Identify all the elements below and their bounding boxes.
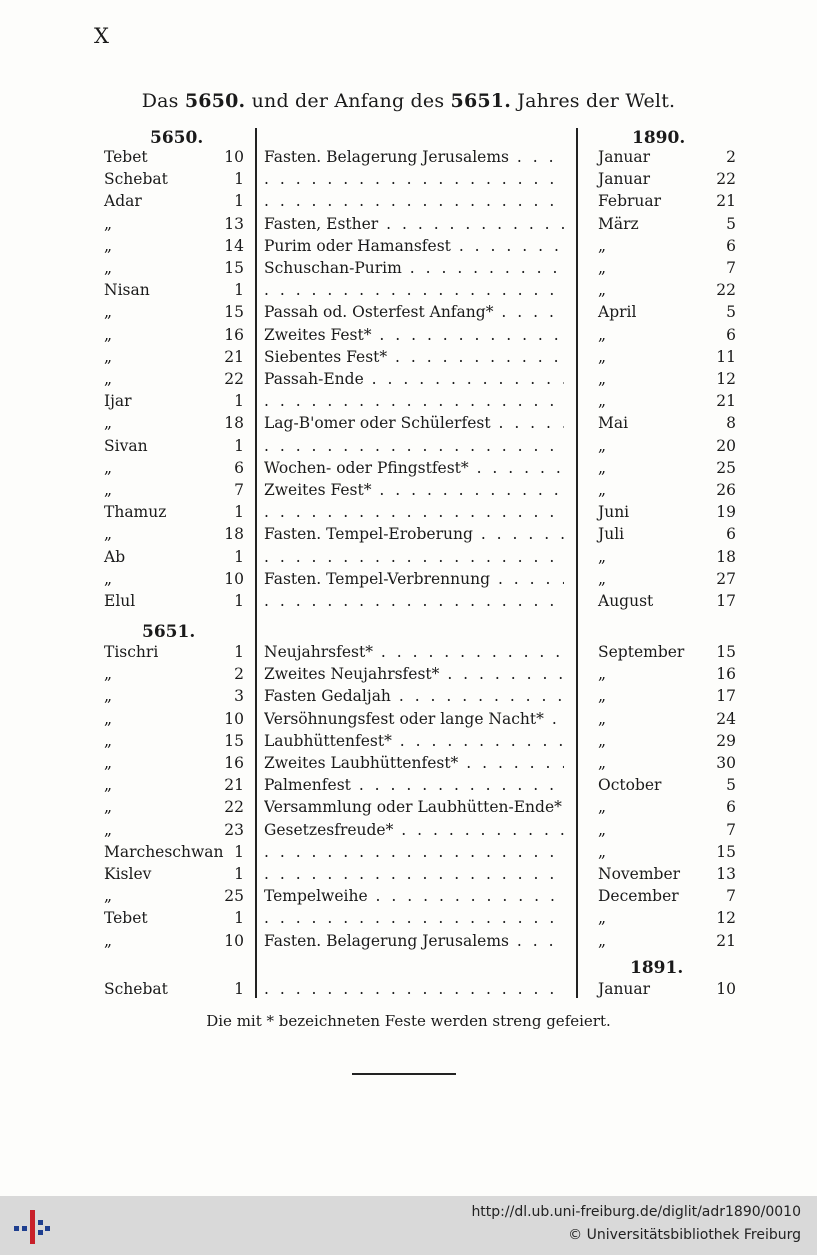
event-name: Tempelweihe . . .	[264, 887, 564, 905]
event-name	[264, 437, 564, 455]
jewish-month: Ijar	[104, 392, 132, 411]
gregorian-day: 7	[726, 259, 736, 277]
gregorian-month: Juli	[598, 525, 625, 544]
page-title	[0, 90, 817, 112]
table-row	[0, 570, 817, 592]
gregorian-day: 11	[716, 347, 736, 366]
jewish-day: 1	[234, 281, 244, 300]
jewish-month: Thamuz	[104, 503, 167, 522]
gregorian-day: 5	[726, 214, 736, 233]
gregorian-day: 27	[716, 569, 736, 588]
jewish-day: 21	[224, 776, 244, 795]
table-row	[0, 303, 817, 325]
gregorian-month: „	[598, 370, 607, 388]
gregorian-day: 25	[716, 458, 736, 477]
event-name: Fasten. Tempel-Eroberung . . .	[264, 525, 564, 543]
table-row	[0, 481, 817, 503]
jewish-day: 16	[224, 325, 244, 344]
gregorian-day: 17	[716, 687, 736, 706]
title-part-5: Jahres der Welt.	[511, 90, 676, 112]
table-row	[0, 148, 817, 170]
jewish-month: Tebet	[104, 148, 148, 166]
jewish-day: 1	[234, 592, 244, 610]
event-name	[264, 843, 564, 861]
event-name	[264, 192, 564, 210]
jewish-day: 23	[224, 820, 244, 839]
jewish-month: „	[104, 687, 113, 706]
gregorian-day: 12	[716, 370, 736, 388]
gregorian-month: Februar	[598, 192, 662, 211]
table-row	[0, 192, 817, 214]
jewish-day: 1	[234, 503, 244, 522]
gregorian-day: 6	[726, 325, 736, 344]
gregorian-month: September	[598, 643, 685, 661]
event-name	[264, 503, 564, 521]
gregorian-day: 16	[716, 665, 736, 684]
gregorian-month: „	[598, 547, 607, 566]
copyright-text: © Universitätsbibliothek Freiburg	[568, 1227, 801, 1243]
table-row	[0, 348, 817, 370]
event-name	[264, 865, 564, 883]
table-row	[0, 909, 817, 931]
footnote: Die mit * bezeichneten Feste werden streng gefeiert.	[206, 1012, 611, 1030]
jewish-day: 10	[224, 569, 244, 588]
library-logo-icon	[14, 1206, 50, 1246]
table-row	[0, 776, 817, 798]
jewish-month: „	[104, 481, 113, 499]
gregorian-month: „	[598, 665, 607, 684]
jewish-month: Sivan	[104, 436, 148, 455]
jewish-day: 1	[234, 865, 244, 883]
gregorian-month: „	[598, 259, 607, 277]
jewish-month: Kislev	[104, 865, 152, 883]
table-row	[0, 980, 817, 1002]
jewish-day: 10	[224, 709, 244, 728]
jewish-day: 18	[224, 525, 244, 544]
gregorian-day: 15	[716, 842, 736, 861]
event-name: Schuschan-Purim . . .	[264, 259, 564, 277]
gregorian-month: „	[598, 236, 607, 255]
jewish-day: 21	[224, 347, 244, 366]
event-name: Fasten. Tempel-Verbrennung . . .	[264, 570, 564, 588]
table-row	[0, 710, 817, 732]
gregorian-month: „	[598, 909, 607, 928]
gregorian-month: „	[598, 569, 607, 588]
gregorian-day: 7	[726, 887, 736, 906]
event-name	[264, 281, 564, 299]
jewish-day: 10	[224, 148, 244, 166]
gregorian-month: April	[598, 303, 637, 322]
table-row	[0, 754, 817, 776]
jewish-month: Ab	[104, 547, 126, 566]
jewish-month: „	[104, 414, 113, 433]
table-row	[0, 326, 817, 348]
jewish-day: 1	[234, 170, 244, 189]
table-row	[0, 865, 817, 887]
event-name	[264, 980, 564, 998]
gregorian-month: November	[598, 865, 681, 883]
jewish-month: „	[104, 347, 113, 366]
jewish-year-heading-5650: 5650.	[150, 128, 204, 148]
event-name	[264, 170, 564, 188]
jewish-day: 22	[224, 370, 244, 388]
jewish-day: 1	[234, 909, 244, 928]
jewish-day: 1	[234, 392, 244, 411]
jewish-day: 7	[234, 481, 244, 499]
table-row	[0, 843, 817, 865]
event-name: Zweites Fest* . . .	[264, 481, 564, 499]
jewish-day: 22	[224, 798, 244, 817]
gregorian-day: 10	[716, 980, 736, 998]
jewish-month: „	[104, 820, 113, 839]
gregorian-day: 8	[726, 414, 736, 433]
event-name: Fasten, Esther . . .	[264, 215, 564, 233]
jewish-month: Tischri	[104, 643, 159, 661]
gregorian-month: December	[598, 887, 679, 906]
gregorian-month: Juni	[598, 503, 630, 522]
gregorian-day: 6	[726, 798, 736, 817]
gregorian-day: 30	[716, 754, 736, 772]
jewish-month: „	[104, 709, 113, 728]
event-name: Zweites Neujahrsfest* . . .	[264, 665, 564, 683]
gregorian-month: „	[598, 931, 607, 950]
gregorian-day: 26	[716, 481, 736, 499]
event-name: Zweites Fest* . . .	[264, 326, 564, 344]
table-row	[0, 215, 817, 237]
jewish-month: Adar	[104, 192, 142, 211]
gregorian-month: August	[598, 592, 654, 610]
jewish-month: „	[104, 887, 113, 906]
jewish-day: 1	[234, 980, 244, 998]
gregorian-month: „	[598, 687, 607, 706]
jewish-month: „	[104, 754, 113, 772]
jewish-month: „	[104, 214, 113, 233]
event-name: Passah od. Osterfest Anfang* . . .	[264, 303, 564, 321]
event-name	[264, 548, 564, 566]
gregorian-day: 13	[716, 865, 736, 883]
gregorian-month: „	[598, 325, 607, 344]
gregorian-day: 2	[726, 148, 736, 166]
table-row	[0, 392, 817, 414]
table-row	[0, 687, 817, 709]
jewish-day: 1	[234, 436, 244, 455]
event-name: Versammlung oder Laubhütten-Ende* . . .	[264, 798, 564, 816]
jewish-month: „	[104, 525, 113, 544]
title-year-5650: 5650.	[184, 90, 246, 112]
table-row	[0, 548, 817, 570]
table-row	[0, 821, 817, 843]
gregorian-month: „	[598, 281, 607, 300]
jewish-day: 16	[224, 754, 244, 772]
table-row	[0, 281, 817, 303]
jewish-month: Schebat	[104, 170, 168, 189]
permalink-url[interactable]: http://dl.ub.uni-freiburg.de/diglit/adr1890/0010	[471, 1204, 801, 1220]
event-name	[264, 909, 564, 927]
gregorian-year-heading-1891: 1891.	[630, 958, 684, 978]
event-name: Siebentes Fest* . . .	[264, 348, 564, 366]
jewish-month: Marcheschwan	[104, 842, 224, 861]
jewish-month: „	[104, 458, 113, 477]
event-name: Purim oder Hamansfest . . .	[264, 237, 564, 255]
jewish-day: 3	[234, 687, 244, 706]
jewish-day: 13	[224, 214, 244, 233]
jewish-day: 14	[224, 236, 244, 255]
jewish-month: Elul	[104, 592, 136, 610]
gregorian-month: „	[598, 436, 607, 455]
gregorian-day: 22	[716, 170, 736, 189]
gregorian-day: 5	[726, 303, 736, 322]
jewish-month: „	[104, 776, 113, 795]
gregorian-day: 22	[716, 281, 736, 300]
table-row	[0, 237, 817, 259]
event-name: Palmenfest . . .	[264, 776, 564, 794]
gregorian-month: Januar	[598, 980, 651, 998]
jewish-day: 15	[224, 731, 244, 750]
table-row	[0, 437, 817, 459]
gregorian-day: 12	[716, 909, 736, 928]
title-part-3: und der Anfang des	[245, 90, 451, 112]
event-name: Fasten. Belagerung Jerusalems . . .	[264, 148, 564, 166]
gregorian-day: 7	[726, 820, 736, 839]
table-row	[0, 459, 817, 481]
event-name: Zweites Laubhüttenfest* . . .	[264, 754, 564, 772]
gregorian-month: „	[598, 754, 607, 772]
jewish-month: „	[104, 303, 113, 322]
event-name: Laubhüttenfest* . . .	[264, 732, 564, 750]
jewish-month: „	[104, 370, 113, 388]
event-name	[264, 392, 564, 410]
jewish-day: 18	[224, 414, 244, 433]
gregorian-day: 5	[726, 776, 736, 795]
closing-rule	[352, 1073, 456, 1075]
jewish-day: 15	[224, 303, 244, 322]
gregorian-day: 29	[716, 731, 736, 750]
gregorian-day: 6	[726, 525, 736, 544]
gregorian-day: 18	[716, 547, 736, 566]
gregorian-month: „	[598, 842, 607, 861]
jewish-day: 10	[224, 931, 244, 950]
event-name: Neujahrsfest* . . .	[264, 643, 564, 661]
table-row	[0, 732, 817, 754]
jewish-month: „	[104, 931, 113, 950]
event-name: Fasten. Belagerung Jerusalems . . .	[264, 932, 564, 950]
gregorian-day: 21	[716, 931, 736, 950]
gregorian-month: „	[598, 347, 607, 366]
gregorian-month: März	[598, 214, 639, 233]
table-row	[0, 170, 817, 192]
gregorian-month: „	[598, 458, 607, 477]
gregorian-month: Januar	[598, 170, 651, 189]
gregorian-month: „	[598, 731, 607, 750]
table-row	[0, 414, 817, 436]
jewish-month: „	[104, 798, 113, 817]
event-name: Wochen- oder Pfingstfest* . . .	[264, 459, 564, 477]
gregorian-day: 20	[716, 436, 736, 455]
page-number: X	[94, 24, 109, 48]
event-name: Passah-Ende . . .	[264, 370, 564, 388]
gregorian-day: 6	[726, 236, 736, 255]
gregorian-month: Mai	[598, 414, 629, 433]
gregorian-month: „	[598, 392, 607, 411]
jewish-month: „	[104, 236, 113, 255]
gregorian-month: „	[598, 798, 607, 817]
table-row	[0, 525, 817, 547]
event-name: Versöhnungsfest oder lange Nacht* . . .	[264, 710, 564, 728]
gregorian-day: 24	[716, 709, 736, 728]
gregorian-day: 19	[716, 503, 736, 522]
jewish-day: 1	[234, 842, 244, 861]
title-year-5651: 5651.	[450, 90, 512, 112]
jewish-month: „	[104, 665, 113, 684]
jewish-day: 1	[234, 192, 244, 211]
title-part-1: Das	[141, 90, 185, 112]
gregorian-year-heading-1890: 1890.	[632, 128, 686, 148]
jewish-day: 6	[234, 458, 244, 477]
jewish-month: „	[104, 569, 113, 588]
jewish-year-heading-5651: 5651.	[142, 622, 196, 642]
table-row	[0, 643, 817, 665]
jewish-day: 1	[234, 547, 244, 566]
jewish-month: Nisan	[104, 281, 150, 300]
jewish-day: 25	[224, 887, 244, 906]
jewish-month: Schebat	[104, 980, 168, 998]
table-row	[0, 665, 817, 687]
gregorian-month: „	[598, 820, 607, 839]
jewish-month: Tebet	[104, 909, 148, 928]
table-row	[0, 932, 817, 954]
footer-bar	[0, 1196, 817, 1255]
event-name: Gesetzesfreude* . . .	[264, 821, 564, 839]
gregorian-month: „	[598, 481, 607, 499]
jewish-day: 1	[234, 643, 244, 661]
gregorian-day: 21	[716, 192, 736, 211]
table-row	[0, 370, 817, 392]
gregorian-day: 15	[716, 643, 736, 661]
table-row	[0, 887, 817, 909]
table-row	[0, 798, 817, 820]
event-name: Fasten Gedaljah . . .	[264, 687, 564, 705]
gregorian-month: „	[598, 709, 607, 728]
gregorian-month: Januar	[598, 148, 651, 166]
jewish-day: 2	[234, 665, 244, 684]
jewish-month: „	[104, 731, 113, 750]
gregorian-day: 17	[716, 592, 736, 610]
table-row	[0, 503, 817, 525]
jewish-month: „	[104, 259, 113, 277]
jewish-day: 15	[224, 259, 244, 277]
jewish-month: „	[104, 325, 113, 344]
event-name: Lag-B'omer oder Schülerfest . . .	[264, 414, 564, 432]
table-row	[0, 592, 817, 614]
table-row	[0, 259, 817, 281]
gregorian-day: 21	[716, 392, 736, 411]
event-name	[264, 592, 564, 610]
gregorian-month: October	[598, 776, 662, 795]
